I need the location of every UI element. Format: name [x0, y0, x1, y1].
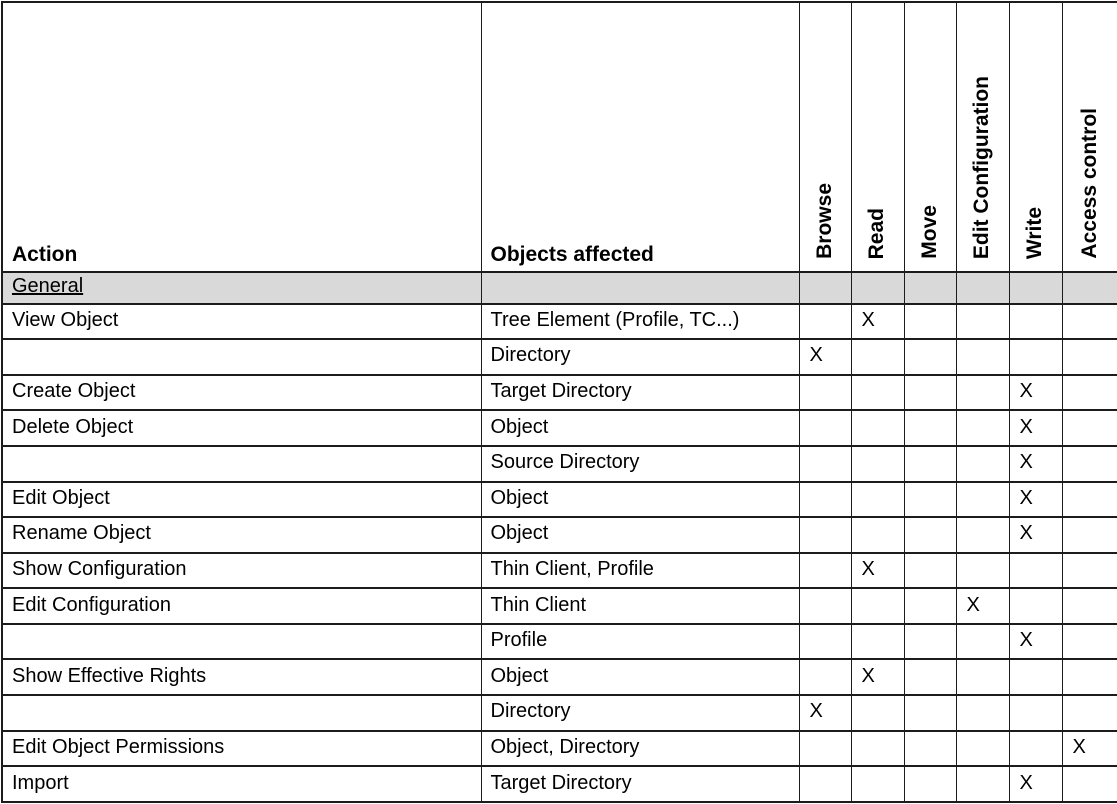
browse-cell — [799, 731, 851, 767]
objects-cell: Directory — [481, 339, 799, 375]
table-row — [2, 375, 1117, 411]
table-row — [2, 304, 1117, 340]
edit-configuration-cell — [956, 624, 1009, 660]
browse-cell — [799, 659, 851, 695]
access-control-cell — [1062, 553, 1117, 589]
move-cell — [904, 553, 956, 589]
browse-cell — [799, 272, 851, 304]
browse-mark-cell: X — [799, 695, 851, 731]
column-header-access-control-label: Access control — [1078, 108, 1102, 259]
objects-cell: Profile — [481, 624, 799, 660]
browse-cell — [799, 588, 851, 624]
action-cell: Show Configuration — [2, 553, 481, 589]
browse-cell — [799, 375, 851, 411]
read-mark-cell: X — [851, 659, 904, 695]
browse-cell — [799, 517, 851, 553]
objects-cell: Source Directory — [481, 446, 799, 482]
access-control-cell — [1062, 304, 1117, 340]
move-cell — [904, 410, 956, 446]
write-cell — [1009, 304, 1062, 340]
action-cell: Rename Object — [2, 517, 481, 553]
write-cell — [1009, 588, 1062, 624]
edit-configuration-cell — [956, 659, 1009, 695]
objects-cell: Target Directory — [481, 375, 799, 411]
table-row — [2, 517, 1117, 553]
column-header-edit-configuration — [956, 2, 1009, 272]
access-control-cell — [1062, 339, 1117, 375]
edit-configuration-cell — [956, 272, 1009, 304]
read-cell — [851, 446, 904, 482]
browse-cell — [799, 766, 851, 802]
column-header-write-label: Write — [1023, 206, 1047, 259]
edit-configuration-cell — [956, 731, 1009, 767]
move-cell — [904, 695, 956, 731]
section-row — [2, 272, 1117, 304]
action-cell: Delete Object — [2, 410, 481, 446]
browse-cell — [799, 553, 851, 589]
browse-cell — [799, 446, 851, 482]
column-header-read-label: Read — [865, 207, 889, 259]
access-control-cell — [1062, 272, 1117, 304]
edit-configuration-cell — [956, 304, 1009, 340]
table-row — [2, 731, 1117, 767]
action-cell: Show Effective Rights — [2, 659, 481, 695]
read-cell — [851, 695, 904, 731]
move-cell — [904, 659, 956, 695]
access-control-cell — [1062, 695, 1117, 731]
column-header-move — [904, 2, 956, 272]
access-control-cell — [1062, 766, 1117, 802]
move-cell — [904, 375, 956, 411]
edit-configuration-cell — [956, 517, 1009, 553]
header-row — [2, 2, 1117, 272]
write-mark-cell: X — [1009, 375, 1062, 411]
move-cell — [904, 766, 956, 802]
column-header-action: Action — [2, 2, 481, 272]
move-cell — [904, 339, 956, 375]
table-row — [2, 695, 1117, 731]
edit-configuration-cell — [956, 446, 1009, 482]
browse-cell — [799, 482, 851, 518]
action-cell: General — [2, 272, 481, 304]
write-mark-cell: X — [1009, 517, 1062, 553]
read-cell — [851, 766, 904, 802]
browse-cell — [799, 624, 851, 660]
objects-cell: Object — [481, 482, 799, 518]
edit-configuration-cell — [956, 375, 1009, 411]
table-row — [2, 553, 1117, 589]
column-header-move-label: Move — [917, 205, 941, 259]
write-mark-cell: X — [1009, 446, 1062, 482]
objects-cell: Object — [481, 659, 799, 695]
read-cell — [851, 731, 904, 767]
action-cell: View Object — [2, 304, 481, 340]
column-header-browse — [799, 2, 851, 272]
edit-configuration-cell — [956, 339, 1009, 375]
read-cell — [851, 624, 904, 660]
objects-cell: Thin Client — [481, 588, 799, 624]
read-cell — [851, 588, 904, 624]
write-cell — [1009, 272, 1062, 304]
write-mark-cell: X — [1009, 624, 1062, 660]
column-header-write — [1009, 2, 1062, 272]
permissions-matrix-table — [1, 1, 1117, 803]
column-header-read — [851, 2, 904, 272]
access-control-cell — [1062, 659, 1117, 695]
column-header-access-control — [1062, 2, 1117, 272]
access-control-mark-cell: X — [1062, 731, 1117, 767]
access-control-cell — [1062, 482, 1117, 518]
read-cell — [851, 517, 904, 553]
move-cell — [904, 731, 956, 767]
table-row — [2, 410, 1117, 446]
access-control-cell — [1062, 410, 1117, 446]
write-mark-cell: X — [1009, 766, 1062, 802]
objects-cell — [481, 272, 799, 304]
read-cell — [851, 272, 904, 304]
access-control-cell — [1062, 375, 1117, 411]
access-control-cell — [1062, 446, 1117, 482]
move-cell — [904, 272, 956, 304]
table-row — [2, 766, 1117, 802]
objects-cell: Target Directory — [481, 766, 799, 802]
objects-cell: Object, Directory — [481, 731, 799, 767]
write-cell — [1009, 731, 1062, 767]
write-cell — [1009, 553, 1062, 589]
write-cell — [1009, 339, 1062, 375]
read-mark-cell: X — [851, 304, 904, 340]
table-body — [2, 272, 1117, 802]
action-cell — [2, 446, 481, 482]
move-cell — [904, 446, 956, 482]
browse-cell — [799, 410, 851, 446]
access-control-cell — [1062, 588, 1117, 624]
objects-cell: Tree Element (Profile, TC...) — [481, 304, 799, 340]
column-header-edit-configuration-label: Edit Configuration — [970, 75, 994, 259]
column-header-objects-affected: Objects affected — [481, 2, 799, 272]
read-cell — [851, 375, 904, 411]
objects-cell: Object — [481, 517, 799, 553]
move-cell — [904, 304, 956, 340]
edit-configuration-mark-cell: X — [956, 588, 1009, 624]
read-cell — [851, 410, 904, 446]
table-row — [2, 624, 1117, 660]
action-cell — [2, 624, 481, 660]
edit-configuration-cell — [956, 695, 1009, 731]
edit-configuration-cell — [956, 410, 1009, 446]
action-cell: Edit Object — [2, 482, 481, 518]
table-row — [2, 339, 1117, 375]
column-header-browse-label: Browse — [812, 183, 836, 259]
read-cell — [851, 339, 904, 375]
edit-configuration-cell — [956, 766, 1009, 802]
move-cell — [904, 624, 956, 660]
action-cell: Import — [2, 766, 481, 802]
write-mark-cell: X — [1009, 482, 1062, 518]
access-control-cell — [1062, 517, 1117, 553]
browse-mark-cell: X — [799, 339, 851, 375]
table-row — [2, 446, 1117, 482]
move-cell — [904, 482, 956, 518]
action-cell: Edit Object Permissions — [2, 731, 481, 767]
table-row — [2, 659, 1117, 695]
objects-cell: Object — [481, 410, 799, 446]
write-cell — [1009, 659, 1062, 695]
move-cell — [904, 517, 956, 553]
action-cell: Edit Configuration — [2, 588, 481, 624]
write-cell — [1009, 695, 1062, 731]
action-cell — [2, 695, 481, 731]
action-cell — [2, 339, 481, 375]
move-cell — [904, 588, 956, 624]
write-mark-cell: X — [1009, 410, 1062, 446]
objects-cell: Directory — [481, 695, 799, 731]
action-cell: Create Object — [2, 375, 481, 411]
objects-cell: Thin Client, Profile — [481, 553, 799, 589]
browse-cell — [799, 304, 851, 340]
table-row — [2, 482, 1117, 518]
edit-configuration-cell — [956, 482, 1009, 518]
edit-configuration-cell — [956, 553, 1009, 589]
read-mark-cell: X — [851, 553, 904, 589]
access-control-cell — [1062, 624, 1117, 660]
table-row — [2, 588, 1117, 624]
read-cell — [851, 482, 904, 518]
